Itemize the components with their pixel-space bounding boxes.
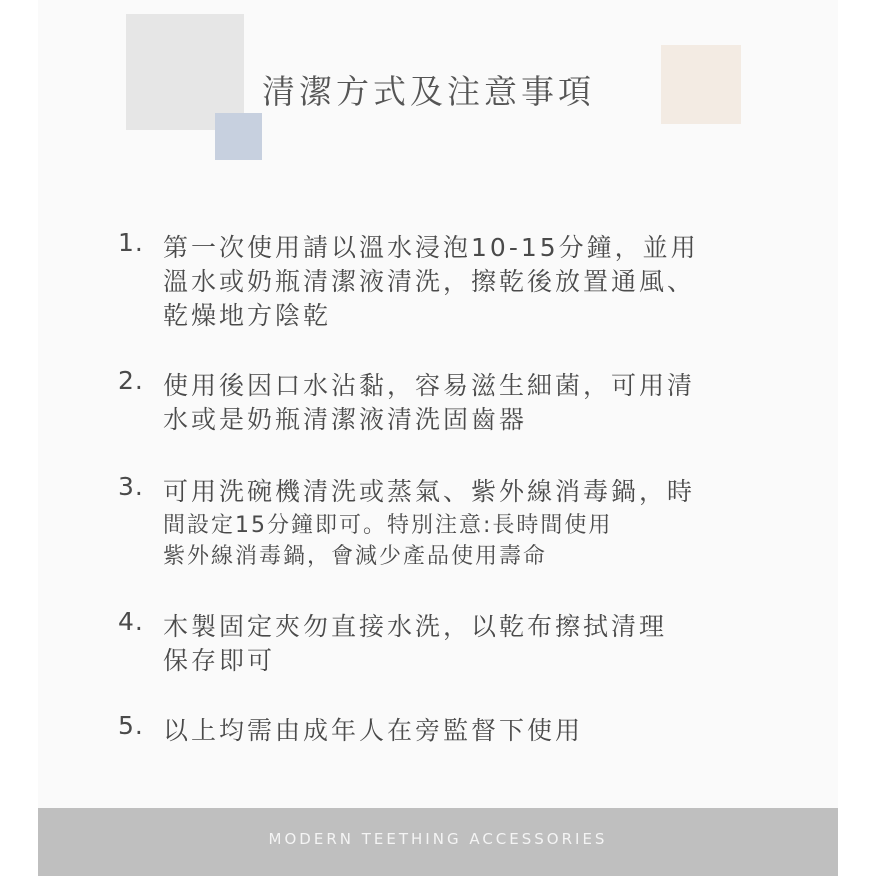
item-number: 5.: [118, 711, 144, 740]
item-line: 保存即可: [163, 646, 276, 675]
item-line: 以上均需由成年人在旁監督下使用: [163, 716, 584, 745]
item-line: 間設定15分鐘即可。特別注意:長時間使用: [163, 513, 613, 538]
decorative-blue-square: [215, 113, 262, 160]
item-number: 1.: [118, 228, 144, 257]
item-number: 3.: [118, 472, 144, 501]
item-line: 紫外線消毒鍋，會減少產品使用壽命: [163, 544, 548, 569]
item-line: 使用後因口水沾黏，容易滋生細菌，可用清: [163, 371, 696, 400]
footer-brand-text: MODERN TEETHING ACCESSORIES: [268, 830, 608, 848]
item-line: 溫水或奶瓶清潔液清洗，擦乾後放置通風、: [163, 267, 696, 296]
item-number: 2.: [118, 366, 144, 395]
item-line: 乾燥地方陰乾: [163, 301, 332, 330]
item-line: 木製固定夾勿直接水洗，以乾布擦拭清理: [163, 612, 668, 641]
footer-banner: [38, 808, 838, 876]
item-line: 可用洗碗機清洗或蒸氣、紫外線消毒鍋，時: [163, 477, 696, 506]
item-line: 水或是奶瓶清潔液清洗固齒器: [163, 405, 528, 434]
item-line: 第一次使用請以溫水浸泡10-15分鐘，並用: [163, 233, 699, 262]
item-number: 4.: [118, 607, 144, 636]
page-title: 清潔方式及注意事項: [262, 72, 595, 111]
decorative-beige-square: [661, 45, 741, 124]
